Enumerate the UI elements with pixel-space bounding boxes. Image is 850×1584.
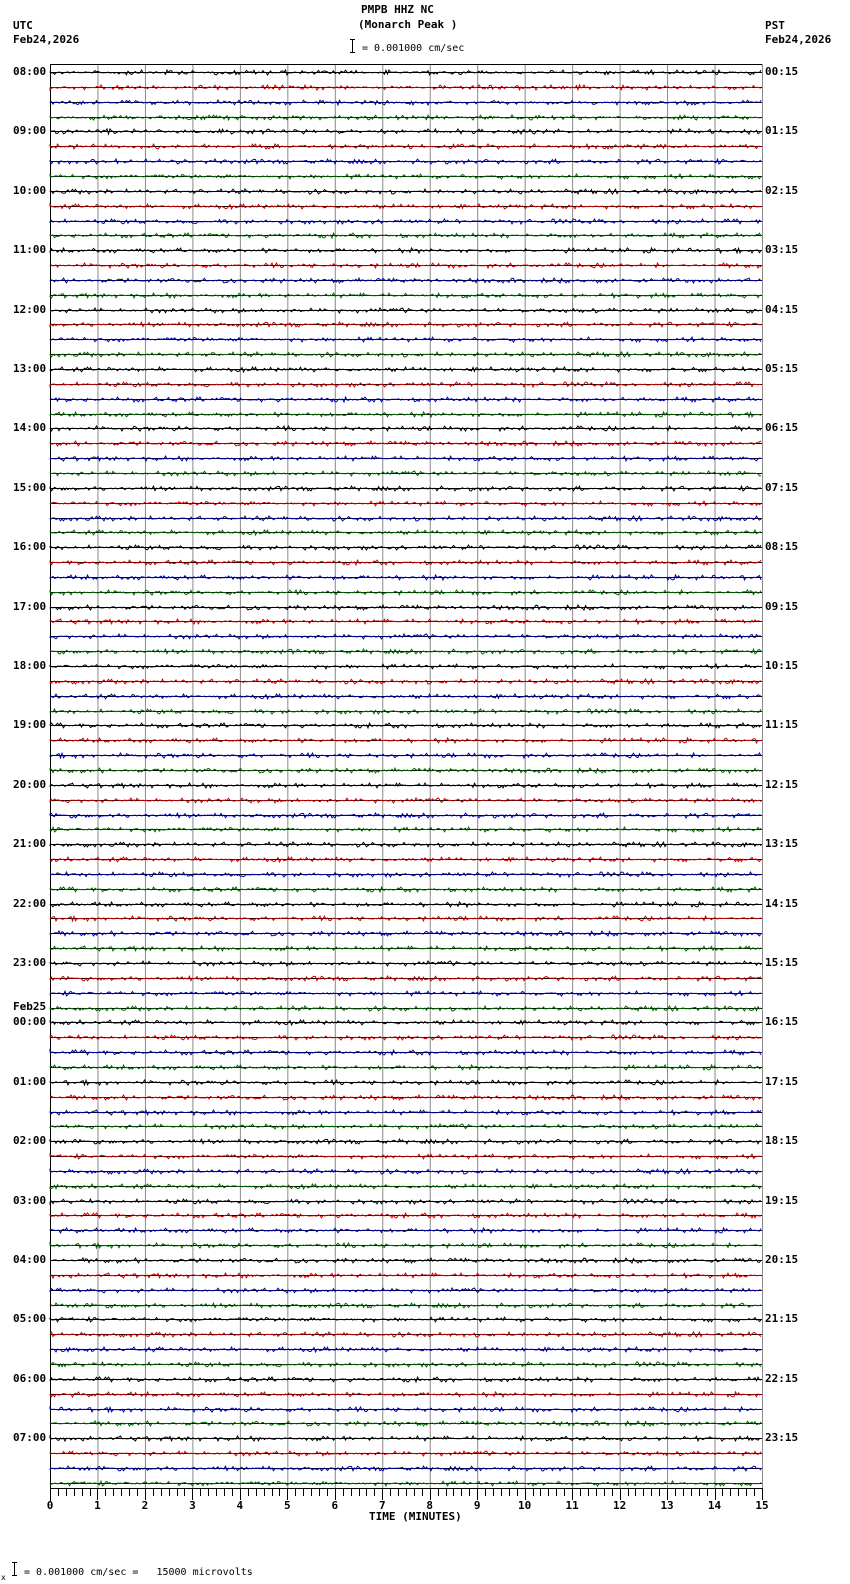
x-tick-label: 3	[189, 1499, 196, 1512]
pst-hour-label: 05:15	[765, 362, 799, 375]
utc-hour-label: 18:00	[13, 659, 47, 672]
x-tick-label: 2	[141, 1499, 149, 1512]
pst-hour-label: 17:15	[765, 1074, 799, 1088]
trace-line	[50, 916, 761, 921]
utc-hour-label: 16:00	[13, 540, 47, 554]
trace-line	[50, 1095, 761, 1100]
utc-hour-label: 14:00	[13, 421, 47, 435]
trace-line	[50, 204, 761, 209]
trace-line	[50, 738, 761, 743]
utc-hour-label: 11:00	[13, 243, 47, 257]
x-tick-label: 0	[46, 1499, 54, 1512]
pst-hour-label: 22:15	[765, 1371, 799, 1385]
utc-hour-label: 22:00	[13, 896, 47, 910]
utc-hour-label: 04:00	[13, 1253, 47, 1266]
pst-hour-label: 06:15	[765, 421, 799, 435]
x-tick-label: 5	[284, 1499, 291, 1512]
utc-hour-label: 21:00	[13, 837, 47, 851]
trace-line	[50, 129, 761, 134]
pst-hour-label: 19:15	[765, 1193, 799, 1207]
utc-hour-label: 17:00	[13, 599, 47, 613]
trace-line	[50, 753, 761, 758]
trace-line	[50, 426, 761, 431]
trace-line	[50, 560, 761, 565]
trace-line	[50, 575, 761, 580]
trace-line	[50, 486, 761, 491]
utc-hour-label: 01:00	[13, 1074, 47, 1088]
pst-hour-label: 09:15	[765, 599, 799, 613]
pst-hour-label: 21:15	[765, 1312, 799, 1326]
x-tick-label: 9	[473, 1499, 481, 1512]
pst-hour-label: 04:15	[765, 302, 799, 316]
scale-text: = 0.001000 cm/sec	[362, 43, 465, 54]
trace-line	[50, 1065, 761, 1070]
right-timezone: PST	[765, 19, 785, 32]
x-tick-label: 13	[660, 1499, 674, 1512]
utc-hour-label: 15:00	[13, 480, 47, 494]
utc-hour-label: 03:00	[13, 1193, 47, 1207]
trace-line	[50, 263, 761, 268]
pst-hour-label: 14:15	[765, 896, 799, 910]
pst-hour-label: 02:15	[765, 183, 799, 197]
x-tick-label: 15	[755, 1499, 769, 1512]
footer-scale-bar-icon	[14, 1562, 15, 1576]
x-tick-label: 4	[236, 1499, 244, 1512]
footer-mark: x	[1, 1573, 6, 1582]
utc-hour-label: 00:00	[13, 1015, 47, 1029]
pst-hour-label: 11:15	[765, 718, 799, 732]
pst-hour-label: 08:15	[765, 540, 799, 554]
pst-hour-label: 23:15	[765, 1431, 799, 1445]
trace-line	[50, 337, 761, 342]
footer-scale-text: = 0.001000 cm/sec = 15000 microvolts	[24, 1567, 253, 1578]
trace-line	[50, 516, 761, 521]
pst-hour-label: 00:15	[765, 65, 799, 78]
x-tick-label: 6	[331, 1499, 339, 1512]
pst-hour-label: 12:15	[765, 777, 799, 791]
trace-line	[50, 1451, 761, 1456]
trace-line	[50, 159, 761, 164]
pst-hour-label: 07:15	[765, 480, 799, 494]
trace-line	[50, 1421, 761, 1426]
x-tick-label: 7	[378, 1499, 386, 1512]
utc-hour-label: 12:00	[13, 302, 47, 316]
x-axis-label: TIME (MINUTES)	[369, 1510, 462, 1523]
left-date: Feb24,2026	[13, 33, 80, 46]
x-tick-label: 8	[426, 1499, 434, 1512]
trace-line	[50, 278, 761, 283]
utc-hour-label: 08:00	[13, 65, 47, 78]
trace-line	[50, 1184, 761, 1189]
pst-hour-label: 18:15	[765, 1134, 799, 1148]
pst-hour-label: 13:15	[765, 837, 799, 851]
trace-line	[50, 709, 761, 714]
pst-hour-label: 15:15	[765, 956, 799, 969]
pst-hour-label: 10:15	[765, 659, 799, 672]
x-tick-label: 11	[565, 1499, 579, 1512]
x-tick-label: 1	[94, 1499, 101, 1512]
pst-hour-label: 20:15	[765, 1253, 799, 1266]
date-change-label: Feb25	[13, 1000, 47, 1014]
trace-line	[50, 1436, 761, 1441]
utc-hour-label: 02:00	[13, 1134, 47, 1148]
trace-line	[50, 619, 761, 624]
pst-hour-label: 16:15	[765, 1015, 799, 1029]
utc-hour-label: 06:00	[13, 1371, 47, 1385]
trace-line	[50, 1154, 761, 1159]
trace-line	[50, 1110, 761, 1115]
x-tick-label: 10	[518, 1499, 532, 1512]
utc-hour-label: 20:00	[13, 777, 47, 791]
utc-hour-label: 10:00	[13, 183, 47, 197]
x-tick-label: 14	[707, 1499, 722, 1512]
left-timezone: UTC	[13, 19, 33, 32]
trace-line	[50, 827, 761, 832]
utc-hour-label: 05:00	[13, 1312, 47, 1326]
pst-hour-label: 01:15	[765, 124, 799, 138]
trace-line	[50, 679, 761, 684]
utc-hour-label: 09:00	[13, 124, 47, 138]
utc-hour-label: 13:00	[13, 362, 47, 375]
utc-hour-label: 19:00	[13, 718, 47, 732]
station-title: PMPB HHZ NC	[361, 3, 434, 16]
station-location: (Monarch Peak )	[358, 18, 458, 31]
trace-line	[50, 1124, 761, 1129]
x-tick-label: 12	[612, 1499, 627, 1512]
right-date: Feb24,2026	[765, 33, 832, 46]
pst-hour-label: 03:15	[765, 243, 799, 257]
utc-hour-label: 23:00	[13, 956, 47, 969]
utc-hour-label: 07:00	[13, 1431, 47, 1445]
